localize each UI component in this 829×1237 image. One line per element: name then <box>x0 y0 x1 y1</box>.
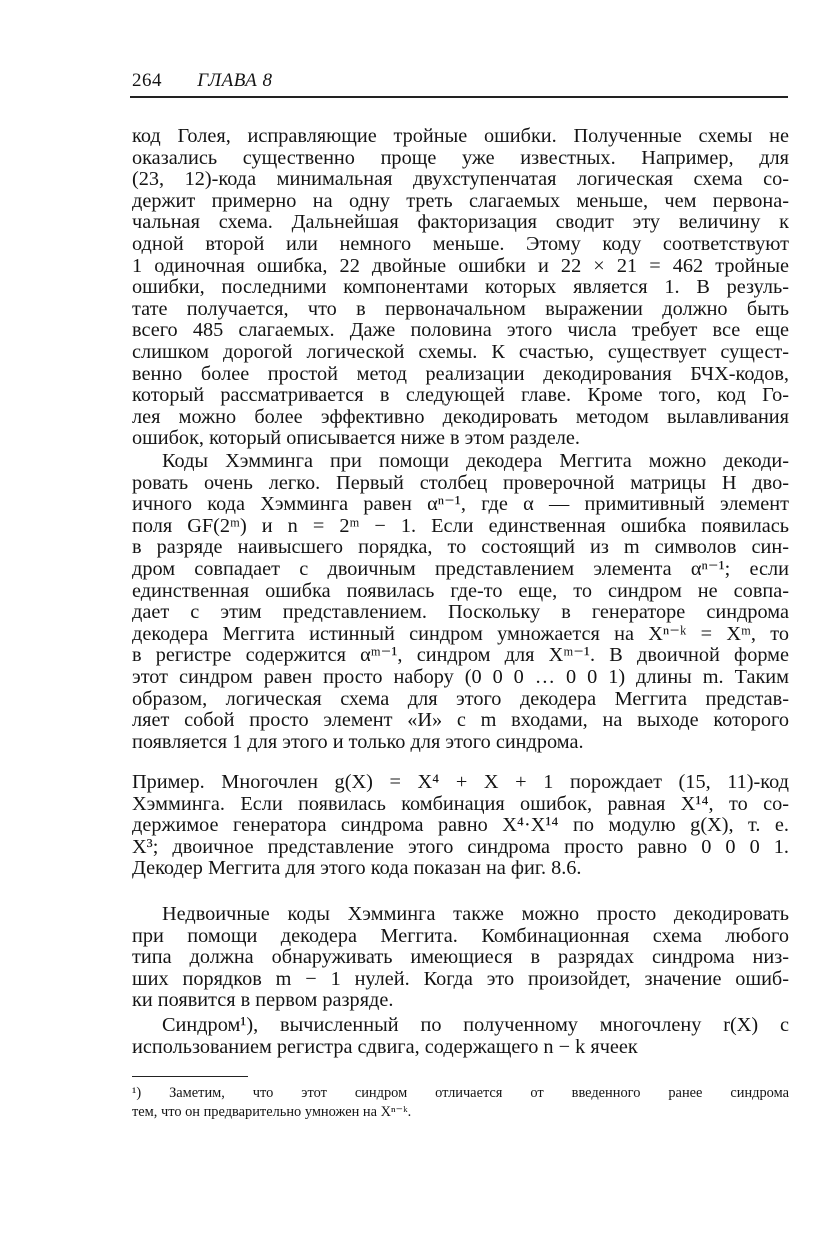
text-line: всего 485 слагаемых. Даже половина этого числа требует все еще <box>132 319 789 342</box>
text-line: поля GF(2ᵐ) и n = 2ᵐ − 1. Если единственная ошибка появилась <box>132 514 789 537</box>
text-line: типа должна обнаруживать имеющиеся в разрядах синдрома низ- <box>132 946 789 969</box>
footnote-line: тем, что он предварительно умножен на Xⁿ⁻ᵏ. <box>132 1103 412 1120</box>
text-line: слишком дорогой логической схемы. К счастью, существует сущест- <box>132 340 789 363</box>
text-line: держит примерно на одну треть слагаемых меньше, чем первона- <box>132 189 789 212</box>
text-line: появляется 1 для этого и только для этого синдрома. <box>132 730 584 753</box>
header-rule <box>130 96 788 98</box>
text-line: единственная ошибка появилась где-то еще, то синдром не совпа- <box>132 579 789 602</box>
text-line: лея можно более эффективно декодировать методом вылавливания <box>132 405 789 428</box>
text-line: тате получается, что в первоначальном выражении должно быть <box>132 297 789 320</box>
text-line: ошибки, последними компонентами которых является 1. В резуль- <box>132 276 789 299</box>
footnote-line: ¹) Заметим, что этот синдром отличается от введенного ранее синдрома <box>132 1085 789 1101</box>
text-line: этот синдром равен просто набору (0 0 0 … 0 0 1) длины m. Таким <box>132 665 789 688</box>
text-line: Хэмминга. Если появилась комбинация ошибок, равная X¹⁴, то со- <box>132 792 789 815</box>
text-line: использованием регистра сдвига, содержащего n − k ячеек <box>132 1035 638 1058</box>
text-line: при помощи декодера Меггита. Комбинационная схема любого <box>132 924 789 947</box>
chapter-title: ГЛАВА 8 <box>197 70 273 91</box>
text-line: ки появится в первом разряде. <box>132 989 394 1012</box>
text-line: код Голея, исправляющие тройные ошибки. Полученные схемы не <box>132 125 789 147</box>
text-line: дром совпадает с двоичным представлением элемента αⁿ⁻¹; если <box>132 557 789 580</box>
text-line: 1 одиночная ошибка, 22 двойные ошибки и 22 × 21 = 462 тройные <box>132 254 789 277</box>
text-line: декодера Меггита истинный синдром умножается на Xⁿ⁻ᵏ = Xᵐ, то <box>132 622 789 645</box>
paragraph <box>132 451 789 753</box>
text-line: который рассматривается в следующей главе. Кроме того, код Го- <box>132 384 789 407</box>
text-line: ровать очень легко. Первый столбец проверочной матрицы H дво- <box>132 471 789 494</box>
text-line: держимое генератора синдрома равно X⁴·X¹⁴ по модулю g(X), т. е. <box>132 814 789 837</box>
text-line: Коды Хэмминга при помощи декодера Меггита можно декоди- <box>162 450 789 472</box>
running-head <box>132 70 273 92</box>
text-line: дает с этим представлением. Поскольку в генераторе синдрома <box>132 601 789 624</box>
text-line: (23, 12)-кода минимальная двухступенчатая логическая схема со- <box>132 168 789 191</box>
footnote-rule <box>132 1076 248 1077</box>
page-number: 264 <box>132 70 162 91</box>
text-line: Декодер Меггита для этого кода показан на фиг. 8.6. <box>132 857 582 880</box>
text-line: Синдром¹), вычисленный по полученному многочлену r(X) с <box>162 1014 789 1036</box>
text-line: ичного кода Хэмминга равен αⁿ⁻¹, где α — примитивный элемент <box>132 493 789 516</box>
text-line: оказались существенно проще уже известных. Например, для <box>132 146 789 169</box>
paragraph <box>132 772 789 880</box>
footnote <box>132 1084 789 1121</box>
text-line: ошибок, который описывается ниже в этом разделе. <box>132 427 580 450</box>
text-line: венно более простой метод реализации декодирования БЧХ-кодов, <box>132 362 789 385</box>
paragraph <box>132 1015 789 1058</box>
text-line: X³; двоичное представление этого синдрома просто равно 0 0 0 1. <box>132 835 789 858</box>
text-line: одной второй или немного меньше. Этому коду соответствуют <box>132 232 789 255</box>
paragraph <box>132 904 789 1012</box>
text-line: Недвоичные коды Хэмминга также можно просто декодировать <box>162 903 789 925</box>
text-line: в разряде наивысшего порядка, то состоящий из m символов син- <box>132 536 789 559</box>
paragraph <box>132 126 789 450</box>
text-line: в регистре содержится αᵐ⁻¹, синдром для Xᵐ⁻¹. В двоичной форме <box>132 644 789 667</box>
text-line: ляет собой просто элемент «И» с m входами, на выходе которого <box>132 709 789 732</box>
text-line: чальная схема. Дальнейшая факторизация сводит эту величину к <box>132 211 789 234</box>
text-line: ших порядков m − 1 нулей. Когда это произойдет, значение ошиб- <box>132 967 789 990</box>
text-line: образом, логическая схема для этого декодера Меггита представ- <box>132 687 789 710</box>
text-line: Пример. Многочлен g(X) = X⁴ + X + 1 порождает (15, 11)-код <box>132 771 789 793</box>
